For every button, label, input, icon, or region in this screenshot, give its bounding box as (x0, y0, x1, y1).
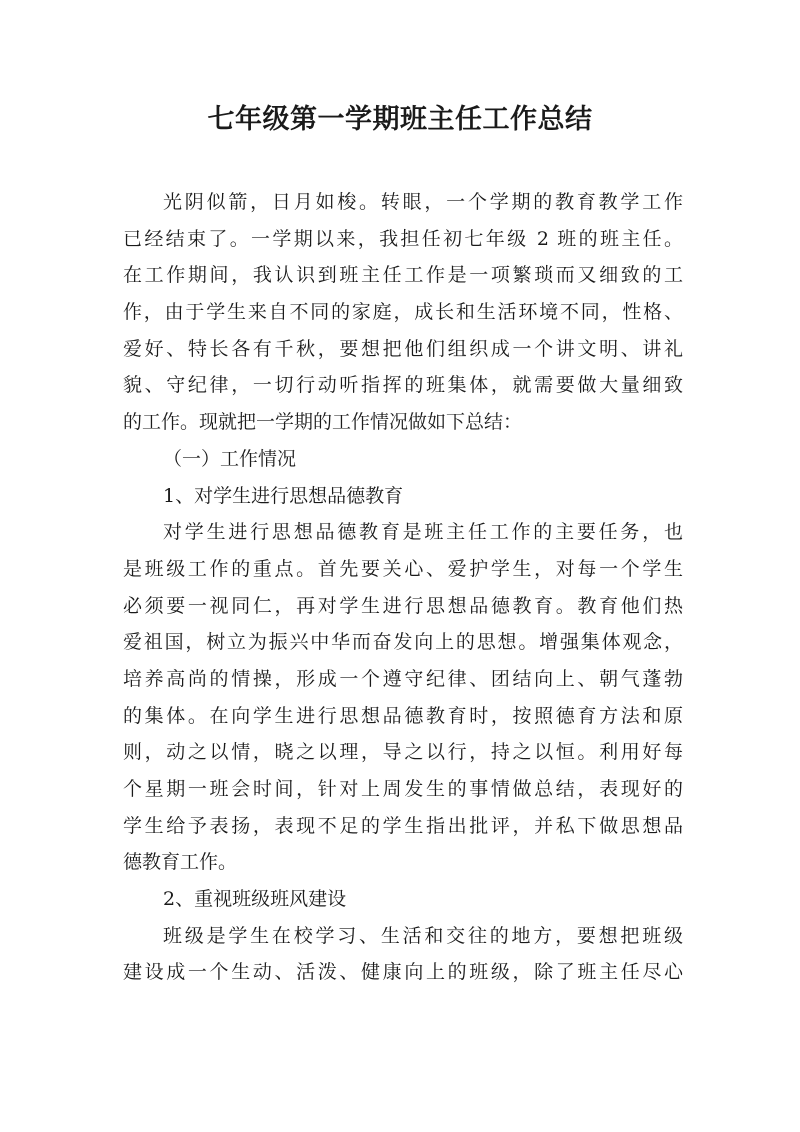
text-line: 已经结束了。一学期以来，我担任初七年级 2 班的班主任。 (123, 227, 683, 250)
text-line: 个星期一班会时间，针对上周发生的事情做总结，表现好的 (123, 778, 683, 800)
document-body (123, 184, 683, 991)
text-line: 班级是学生在校学习、生活和交往的地方，要想把班级 (163, 924, 683, 947)
document-title: 七年级第一学期班主任工作总结 (207, 104, 593, 135)
text-line: 爱祖国，树立为振兴中华而奋发向上的思想。增强集体观念， (123, 631, 683, 654)
section-heading: （一）工作情况 (163, 447, 297, 470)
text-line: 则，动之以情，晓之以理，导之以行，持之以恒。利用好每 (123, 741, 683, 764)
text-line: 德教育工作。 (123, 851, 238, 874)
subsection-heading: 1、对学生进行思想品德教育 (163, 484, 404, 507)
subsection-heading: 2、重视班级班风建设 (163, 888, 347, 911)
text-line: 培养高尚的情操，形成一个遵守纪律、团结向上、朝气蓬勃 (123, 667, 683, 690)
text-line: 必须要一视同仁，再对学生进行思想品德教育。教育他们热 (123, 594, 683, 617)
text-line: 作，由于学生来自不同的家庭，成长和生活环境不同，性格、 (123, 301, 683, 324)
text-line: 光阴似箭，日月如梭。转眼，一个学期的教育教学工作 (163, 191, 683, 213)
text-line: 是班级工作的重点。首先要关心、爱护学生，对每一个学生 (123, 557, 683, 580)
text-line: 学生给予表扬，表现不足的学生指出批评，并私下做思想品 (123, 814, 683, 837)
text-line: 在工作期间，我认识到班主任工作是一项繁琐而又细致的工 (123, 264, 683, 287)
text-line: 的工作。现就把一学期的工作情况做如下总结： (123, 411, 523, 434)
text-line: 建设成一个生动、活泼、健康向上的班级，除了班主任尽心 (123, 961, 683, 984)
text-line: 对学生进行思想品德教育是班主任工作的主要任务，也 (163, 521, 683, 544)
text-line: 的集体。在向学生进行思想品德教育时，按照德育方法和原 (123, 704, 683, 727)
text-line: 爱好、特长各有千秋，要想把他们组织成一个讲文明、讲礼 (123, 337, 683, 360)
text-line: 貌、守纪律，一切行动听指挥的班集体，就需要做大量细致 (123, 374, 683, 397)
